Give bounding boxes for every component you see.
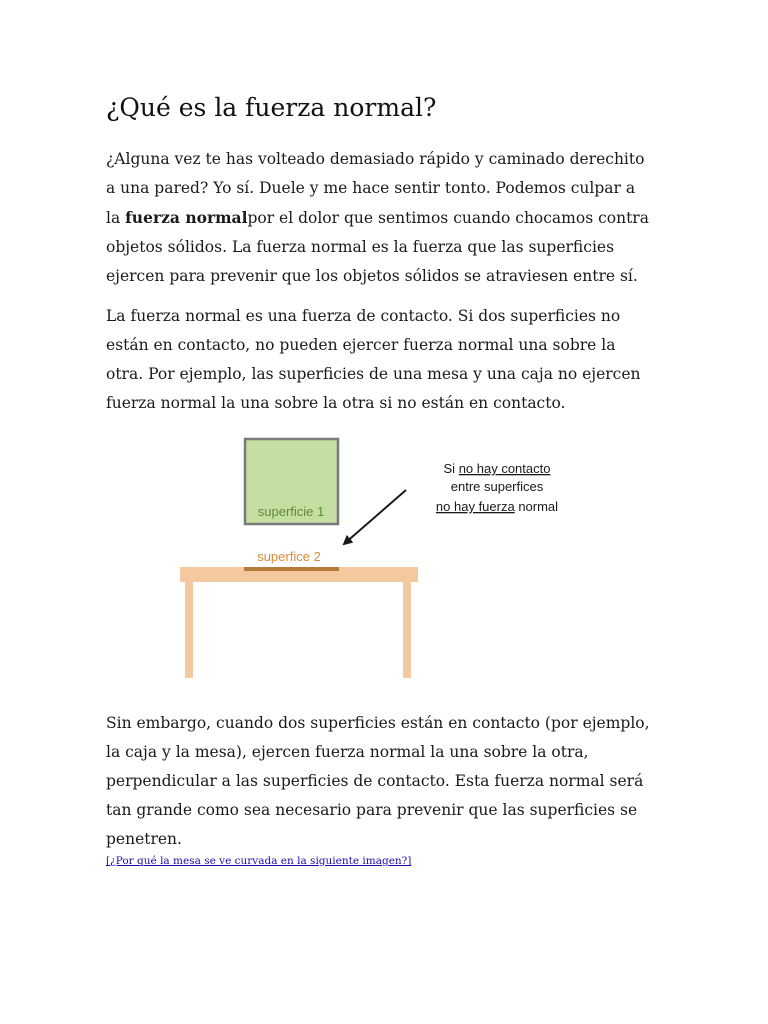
table-top-surface <box>244 567 339 571</box>
box-label: superficie 1 <box>257 504 325 519</box>
text-line: están en contacto, no pueden ejercer fuerza normal una sobre la <box>106 336 616 354</box>
text-line: objetos sólidos. La fuerza normal es la fuerza que las superficies <box>106 238 615 256</box>
text-line: tan grande como sea necesario para prevenir que las superficies se <box>106 801 638 819</box>
no-contact-diagram <box>170 430 590 690</box>
annotation-line-1 <box>444 461 551 476</box>
text-line: La fuerza normal es una fuerza de contacto. Si dos superficies no <box>106 307 621 325</box>
contact-paragraph <box>106 709 666 854</box>
annotation-fragment: Si <box>443 461 459 476</box>
page-title: ¿Qué es la fuerza normal? <box>106 93 437 122</box>
text-line: Sin embargo, cuando dos superficies están en contacto (por ejemplo, <box>106 714 650 732</box>
text-line: otra. Por ejemplo, las superficies de una mesa y una caja no ejercen <box>106 365 641 383</box>
text-fragment: la <box>106 209 126 227</box>
annotation-fragment: normal <box>514 499 559 514</box>
pointer-arrow <box>344 490 406 544</box>
text-line: perpendicular a las superficies de contacto. Esta fuerza normal será <box>106 772 644 790</box>
diagram-svg <box>170 430 590 690</box>
text-line: la caja y la mesa), ejercen fuerza normal la una sobre la otra, <box>106 743 589 761</box>
table-leg-right <box>403 582 411 678</box>
curved-table-question-link[interactable]: [¿Por qué la mesa se ve curvada en la siguiente imagen?] <box>106 855 412 867</box>
contact-force-paragraph <box>106 302 666 418</box>
annotation-underlined: no hay fuerza <box>435 499 515 514</box>
bold-term: fuerza normal <box>125 208 248 227</box>
text-line: a una pared? Yo sí. Duele y me hace sentir tonto. Podemos culpar a <box>106 179 636 197</box>
annotation-line-3 <box>436 499 558 514</box>
text-line: ¿Alguna vez te has volteado demasiado rápido y caminado derechito <box>106 150 645 168</box>
text-line: fuerza normal la una sobre la otra si no están en contacto. <box>106 394 566 412</box>
text-line <box>106 203 666 233</box>
annotation-underlined: no hay contacto <box>458 461 551 476</box>
table-surface-label: superfice 2 <box>257 549 321 564</box>
intro-paragraph <box>106 145 666 291</box>
annotation-line-2: entre superfices <box>450 479 544 494</box>
text-fragment: por el dolor que sentimos cuando chocamos contra <box>247 209 649 227</box>
text-line: ejercen para prevenir que los objetos sólidos se atraviesen entre sí. <box>106 267 638 285</box>
text-line: penetren. <box>106 830 182 848</box>
table-leg-left <box>185 582 193 678</box>
